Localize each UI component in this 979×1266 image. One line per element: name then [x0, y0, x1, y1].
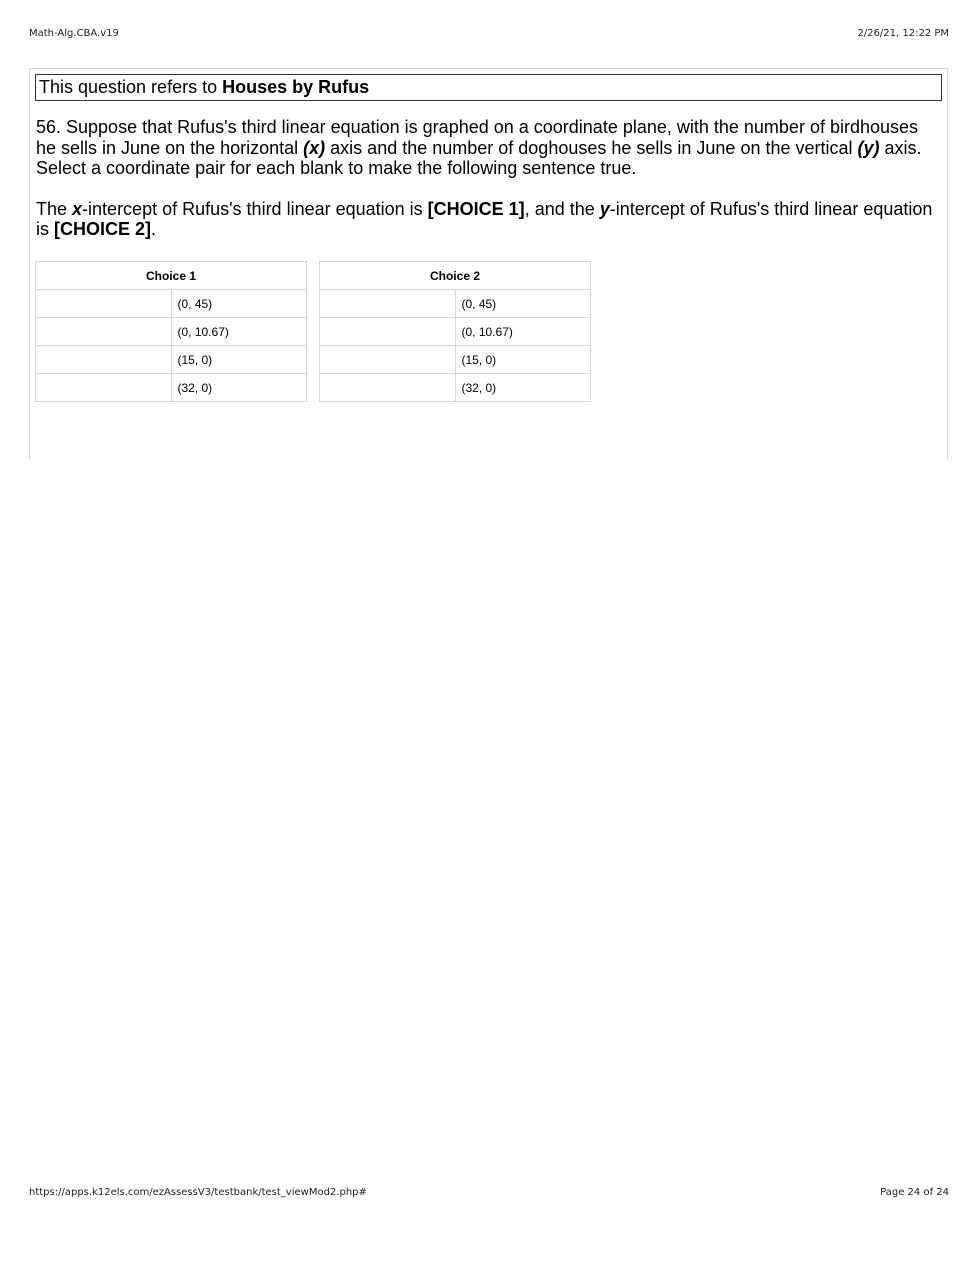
choice-2-option-row[interactable] [320, 290, 591, 318]
question-text: axis and the number of doghouses he sells in June on the vertical [325, 137, 858, 158]
option-select-cell[interactable] [320, 346, 456, 374]
passage-title: Houses by Rufus [222, 77, 370, 97]
choice-2-option-row[interactable] [320, 346, 591, 374]
question-text: 56. Suppose that Rufus's third linear equation is graphed on a coordinate plane, with the number of birdhouses he sells in June on the horizontal [36, 117, 919, 158]
option-select-cell[interactable] [320, 318, 456, 346]
choice-2-option-row[interactable] [320, 374, 591, 402]
question-stem [36, 117, 942, 260]
choice-2-blank: [CHOICE 2] [54, 219, 152, 239]
page-number: Page 24 of 24 [880, 1187, 949, 1198]
passage-prefix: This question refers to [39, 77, 223, 97]
page-url: https://apps.k12els.com/ezAssessV3/testbank/test_viewMod2.php# [29, 1187, 367, 1198]
option-label: (0, 10.67) [171, 318, 307, 346]
option-select-cell[interactable] [36, 318, 172, 346]
choice-1-option-row[interactable] [36, 318, 307, 346]
passage-reference [35, 74, 942, 101]
choice-1-blank: [CHOICE 1] [427, 198, 525, 219]
question-paragraph-1 [36, 117, 942, 179]
question-text: -intercept of Rufus's third linear equation is [36, 198, 933, 239]
question-text: . [151, 219, 157, 239]
print-footer [29, 1187, 949, 1198]
question-text: -intercept of Rufus's third linear equation is [82, 198, 428, 219]
option-label: (15, 0) [171, 346, 307, 374]
x-axis-label: (x) [303, 137, 326, 158]
question-text: axis. Select a coordinate pair for each blank to make the following sentence true. [36, 137, 922, 178]
option-label: (0, 45) [171, 290, 307, 318]
question-text: The [36, 198, 73, 219]
y-axis-label: (y) [857, 137, 880, 158]
choice-1-header: Choice 1 [36, 262, 307, 290]
option-label: (15, 0) [455, 346, 591, 374]
y-variable: y [599, 198, 610, 219]
choice-1-option-row[interactable] [36, 346, 307, 374]
option-label: (0, 45) [455, 290, 591, 318]
choice-1-table [35, 261, 307, 402]
choice-1-option-row[interactable] [36, 374, 307, 402]
question-paragraph-2 [36, 199, 942, 240]
choice-2-option-row[interactable] [320, 318, 591, 346]
print-timestamp: 2/26/21, 12:22 PM [857, 28, 949, 39]
option-select-cell[interactable] [36, 346, 172, 374]
choice-1-option-row[interactable] [36, 290, 307, 318]
option-label: (0, 10.67) [455, 318, 591, 346]
print-header [29, 28, 949, 39]
option-select-cell[interactable] [36, 290, 172, 318]
option-select-cell[interactable] [320, 290, 456, 318]
option-label: (32, 0) [455, 374, 591, 402]
choice-2-table [319, 261, 591, 402]
option-label: (32, 0) [171, 374, 307, 402]
choice-2-header: Choice 2 [320, 262, 591, 290]
document-id: Math-Alg.CBA.v19 [29, 28, 119, 39]
option-select-cell[interactable] [36, 374, 172, 402]
x-variable: x [72, 198, 83, 219]
question-text: , and the [524, 198, 600, 219]
option-select-cell[interactable] [320, 374, 456, 402]
